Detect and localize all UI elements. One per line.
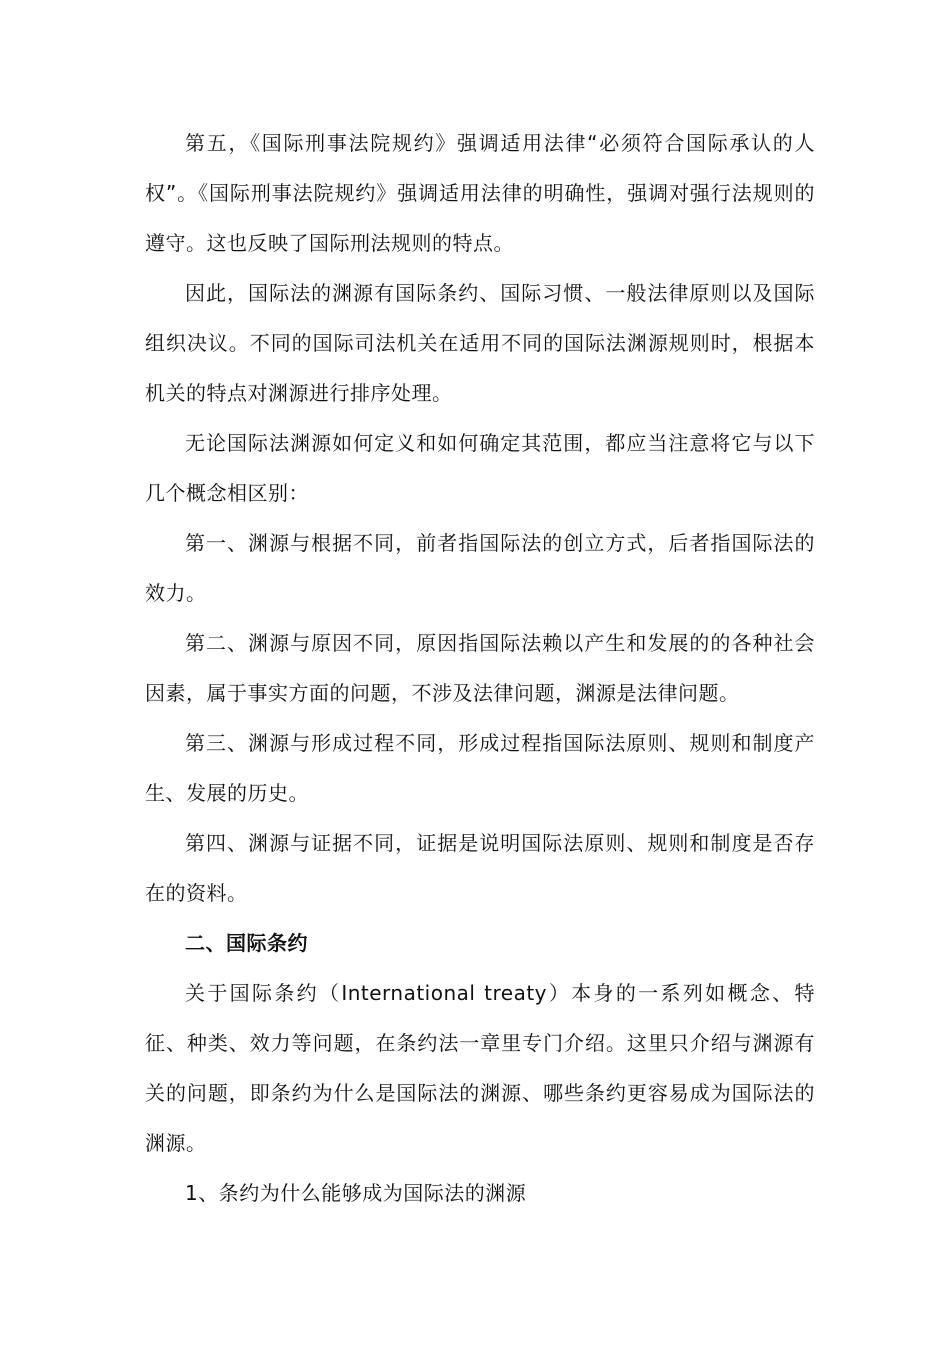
document-body xyxy=(145,118,815,1218)
paragraph-distinction-third: 第三、渊源与形成过程不同，形成过程指国际法原则、规则和制度产生、发展的历史。 xyxy=(145,731,815,805)
paragraph-distinction-first: 第一、渊源与根据不同，前者指国际法的创立方式，后者指国际法的效力。 xyxy=(145,531,815,605)
paragraph-distinction-second: 第二、渊源与原因不同，原因指国际法赖以产生和发展的的各种社会因素，属于事实方面的问题，不涉及法律问题，渊源是法律问题。 xyxy=(145,631,815,705)
paragraph-sources-summary: 因此，国际法的渊源有国际条约、国际习惯、一般法律原则以及国际组织决议。不同的国际司法机关在适用不同的国际法渊源规则时，根据本机关的特点对渊源进行排序处理。 xyxy=(145,281,815,405)
paragraph-treaty-intro: 关于国际条约（International treaty）本身的一系列如概念、特征、种类、效力等问题，在条约法一章里专门介绍。这里只介绍与渊源有关的问题，即条约为什么是国际法的渊源、哪些条约更容易成为国际法的渊源。 xyxy=(145,981,815,1155)
paragraph-fifth-point: 第五，《国际刑事法院规约》强调适用法律“必须符合国际承认的人权”。《国际刑事法院规约》强调适用法律的明确性，强调对强行法规则的遵守。这也反映了国际刑法规则的特点。 xyxy=(145,131,815,255)
subheading-treaty-as-source: 1、条约为什么能够成为国际法的渊源 xyxy=(185,1181,527,1205)
section-heading: 二、国际条约 xyxy=(185,931,308,955)
paragraph-distinction-intro: 无论国际法渊源如何定义和如何确定其范围，都应当注意将它与以下几个概念相区别： xyxy=(145,431,815,505)
paragraph-distinction-fourth: 第四、渊源与证据不同，证据是说明国际法原则、规则和制度是否存在的资料。 xyxy=(145,831,815,905)
